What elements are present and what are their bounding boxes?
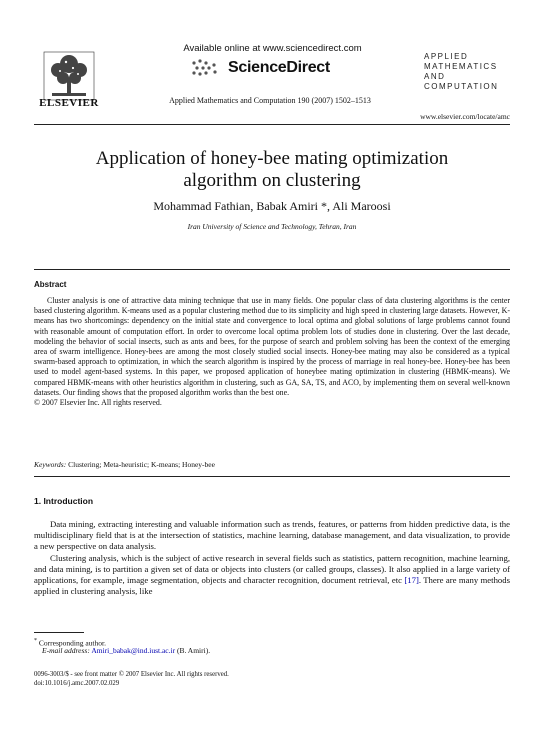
abstract-bottom-rule <box>34 476 510 477</box>
journal-citation: Applied Mathematics and Computation 190 (2007) 1502–1513 <box>169 96 371 105</box>
intro-text: . There are many methods applied in clustering analysis, like <box>34 575 510 597</box>
footnote-email <box>34 646 518 656</box>
sciencedirect-brand: ScienceDirect <box>228 59 330 76</box>
abstract-text: Cluster analysis is one of attractive data mining technique that use in many fields. One popular class of data clustering algorithms is the center based clustering algorithm. K-means used as a popular clustering method due to its simplicity and high speed in clustering large datasets. However, K-means has two shortcomings: dependency on the initial state and convergence to local optima and global solutions of large problems cannot found with reasonable amount of computation effort. In order to overcome local optima problem lots of studies done in clustering. Over the last decade, modeling the behavior of social insects, such as ants and bees, for the purpose of search and problem solving has been the context of the emerging area of swarm intelligence. Honey-bees are among the most closely studied social insects. Honey-bee mating may also be considered as a typical swarm-based approach to optimization, in which the search algorithm is inspired by the process of marriage in real honey-bee. Honey-bee has been used to model agent-based systems. In this paper, we proposed application of honeybee mating optimization in clustering (HBMK-means). We compared HBMK-means with other heuristics algorithm in clustering, such as GA, SA, TS, and ACO, by implementing them on several well-known datasets. Our finding shows that the proposed algorithm works than the best one. <box>34 296 510 397</box>
intro-text: Clustering analysis, which is the subject of active research in several fields such as statistics, pattern recognition, machine learning, and data mining, is to partition a given set of data or objects into clusters (or called groups, classes). It also applied in a large variety of applications, for example, image segmentation, objects and character recognition, document retrieval, etc <box>34 552 510 586</box>
abstract-heading: Abstract <box>34 280 67 289</box>
section-heading: 1. Introduction <box>34 496 94 506</box>
footnote-rule <box>34 632 84 633</box>
abstract-body <box>34 296 510 408</box>
journal-logo-line: AND <box>424 72 446 81</box>
introduction-body <box>34 519 510 597</box>
email-suffix: (B. Amiri). <box>176 646 211 655</box>
authors: Mohammad Fathian, Babak Amiri *, Ali Maroosi <box>153 199 391 213</box>
doi-line[interactable]: doi:10.1016/j.amc.2007.02.029 <box>34 680 120 687</box>
keywords-label: Keywords: <box>34 460 67 469</box>
intro-paragraph <box>34 553 510 598</box>
elsevier-wordmark: ELSEVIER <box>39 97 99 109</box>
journal-logo-line: MATHEMATICS <box>424 62 498 71</box>
available-online-text[interactable]: Available online at www.sciencedirect.com <box>183 43 362 54</box>
journal-logo <box>424 52 524 92</box>
reference-link[interactable]: [17] <box>404 575 419 586</box>
affiliation: Iran University of Science and Technology, Tehran, Iran <box>187 222 357 231</box>
bottom-info <box>34 670 510 688</box>
journal-url[interactable]: www.elsevier.com/locate/amc <box>420 112 510 121</box>
paper-title: Application of honey-bee mating optimization algorithm on clustering <box>95 148 449 191</box>
journal-logo-line: APPLIED <box>424 52 469 61</box>
email-link[interactable]: Amiri_babak@ind.iust.ac.ir <box>91 646 176 655</box>
footnote-text: Corresponding author. <box>38 638 106 648</box>
footnote-marker: * <box>34 638 37 644</box>
keywords-list: Clustering; Meta-heuristic; K-means; Honey-bee <box>68 460 215 469</box>
sciencedirect-dots-icon <box>188 57 228 79</box>
issn-line: 0096-3003/$ - see front matter © 2007 Elsevier Inc. All rights reserved. <box>34 671 229 678</box>
abstract-copyright: © 2007 Elsevier Inc. All rights reserved. <box>34 398 162 408</box>
intro-paragraph: Data mining, extracting interesting and valuable information such as trends, features, or patterns from hidden predictive data, is the multidisciplinary field that is at the intersection of statistics, machine learning, database management, and data visualization, to provide a new perspective on data analysis. <box>34 519 510 552</box>
journal-logo-line: COMPUTATION <box>424 82 499 91</box>
keywords <box>34 460 510 469</box>
header-rule <box>34 124 510 125</box>
email-label: E-mail address: <box>42 646 90 655</box>
abstract-top-rule <box>34 269 510 270</box>
